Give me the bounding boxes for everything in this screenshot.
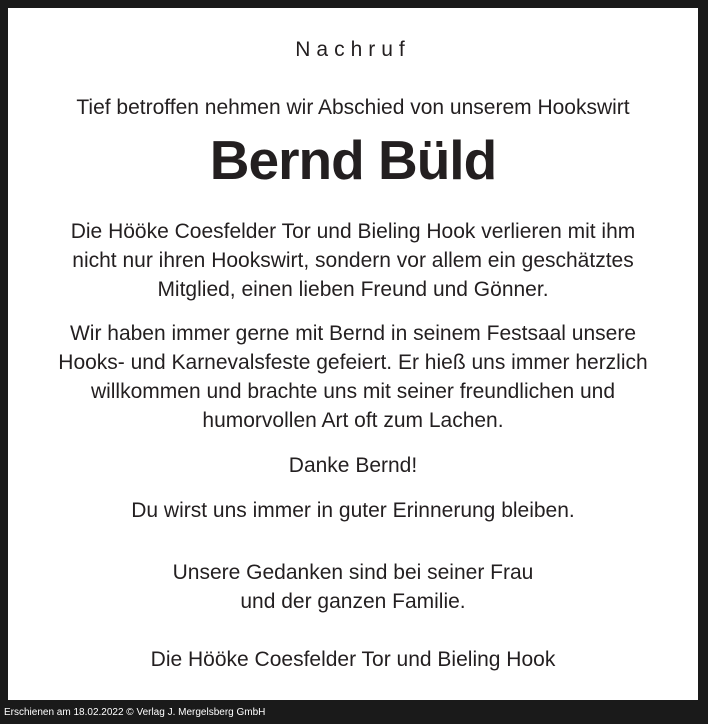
notice-heading: Nachruf — [295, 38, 411, 61]
condolence-block — [8, 558, 698, 616]
paragraph-tribute — [8, 217, 698, 304]
obituary-card — [8, 8, 698, 700]
text-line: Unsere Gedanken sind bei seiner Frau — [172, 561, 534, 584]
thanks-line: Danke Bernd! — [288, 454, 418, 477]
paragraph-memories — [8, 319, 698, 435]
text-line: Mitglied, einen lieben Freund und Gönner. — [157, 278, 549, 301]
text-line: Hooks- und Karnevalsfeste gefeiert. Er hieß uns immer herzlich — [58, 351, 648, 374]
text-line: nicht nur ihren Hookswirt, sondern vor allem ein geschätztes — [72, 249, 634, 272]
deceased-name: Bernd Büld — [209, 129, 497, 191]
intro-line: Tief betroffen nehmen wir Abschied von unserem Hookswirt — [76, 96, 630, 119]
text-line: Wir haben immer gerne mit Bernd in seinem Festsaal unsere — [69, 322, 637, 345]
text-line: humorvollen Art oft zum Lachen. — [202, 409, 504, 432]
text-line: willkommen und brachte uns mit seiner freundlichen und — [90, 380, 616, 403]
signature-line: Die Hööke Coesfelder Tor und Bieling Hook — [150, 648, 556, 671]
publication-footer: Erschienen am 18.02.2022 © Verlag J. Mergelsberg GmbH — [4, 707, 266, 718]
text-line: und der ganzen Familie. — [240, 590, 466, 613]
memory-line: Du wirst uns immer in guter Erinnerung bleiben. — [131, 499, 575, 522]
text-line: Die Hööke Coesfelder Tor und Bieling Hook verlieren mit ihm — [70, 220, 636, 243]
